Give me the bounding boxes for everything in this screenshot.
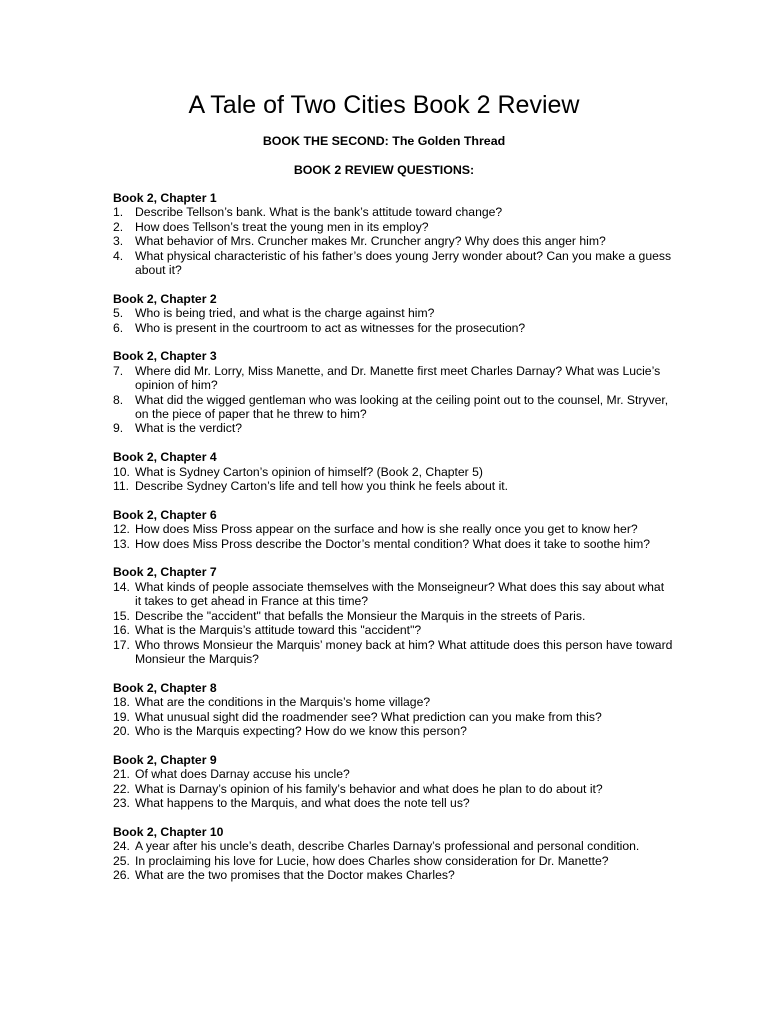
question-item bbox=[113, 249, 673, 278]
question-item bbox=[113, 839, 673, 853]
chapter-heading: Book 2, Chapter 9 bbox=[113, 752, 217, 767]
question-item bbox=[113, 205, 673, 219]
chapter-section bbox=[113, 450, 673, 493]
question-text: What is Sydney Carton’s opinion of himself? (Book 2, Chapter 5) bbox=[135, 464, 483, 479]
question-item bbox=[113, 710, 673, 724]
question-number: 20. bbox=[113, 723, 130, 738]
review-questions-heading: BOOK 2 REVIEW QUESTIONS: bbox=[293, 163, 475, 177]
question-text: Where did Mr. Lorry, Miss Manette, and Dr. Manette first meet Charles Darnay? What was Lucie’s opinion of him? bbox=[135, 363, 661, 393]
question-text: What are the conditions in the Marquis’s home village? bbox=[135, 695, 431, 710]
question-number: 25. bbox=[113, 853, 130, 868]
question-item bbox=[113, 580, 673, 609]
question-item bbox=[113, 638, 673, 667]
question-text: What is the Marquis’s attitude toward this "accident"? bbox=[135, 623, 422, 638]
question-item bbox=[113, 220, 673, 234]
question-item bbox=[113, 421, 673, 435]
question-number: 1. bbox=[113, 205, 124, 220]
question-text: What happens to the Marquis, and what does the note tell us? bbox=[135, 795, 470, 810]
question-number: 14. bbox=[113, 579, 130, 594]
chapter-heading: Book 2, Chapter 6 bbox=[113, 507, 217, 522]
question-number: 22. bbox=[113, 781, 130, 796]
question-number: 21. bbox=[113, 767, 130, 782]
question-number: 7. bbox=[113, 363, 124, 378]
question-text: How does Miss Pross appear on the surface and how is she really once you get to know her? bbox=[135, 522, 638, 537]
question-item bbox=[113, 695, 673, 709]
question-number: 12. bbox=[113, 522, 130, 537]
chapter-section bbox=[113, 825, 673, 883]
question-number: 3. bbox=[113, 234, 124, 249]
question-item bbox=[113, 522, 673, 536]
question-text: What is the verdict? bbox=[135, 421, 243, 436]
chapter-section bbox=[113, 191, 673, 277]
question-number: 10. bbox=[113, 464, 130, 479]
question-text: A year after his uncle’s death, describe Charles Darnay’s professional and personal condition. bbox=[135, 839, 640, 854]
question-item bbox=[113, 321, 673, 335]
question-number: 19. bbox=[113, 709, 130, 724]
chapter-section bbox=[113, 349, 673, 435]
question-number: 23. bbox=[113, 795, 130, 810]
question-text: Describe Sydney Carton’s life and tell how you think he feels about it. bbox=[135, 479, 509, 494]
chapter-heading: Book 2, Chapter 8 bbox=[113, 680, 217, 695]
chapter-heading: Book 2, Chapter 3 bbox=[113, 349, 217, 364]
question-item bbox=[113, 854, 673, 868]
question-number: 2. bbox=[113, 219, 124, 234]
chapter-section bbox=[113, 753, 673, 811]
question-number: 4. bbox=[113, 248, 124, 263]
question-text: What is Darnay’s opinion of his family’s behavior and what does he plan to do about it? bbox=[135, 781, 603, 796]
question-number: 11. bbox=[113, 479, 130, 494]
chapter-section bbox=[113, 565, 673, 666]
chapter-section bbox=[113, 508, 673, 551]
question-number: 26. bbox=[113, 867, 130, 882]
question-number: 15. bbox=[113, 608, 130, 623]
question-text: What are the two promises that the Doctor makes Charles? bbox=[135, 867, 455, 882]
question-number: 18. bbox=[113, 695, 130, 710]
question-text: How does Tellson’s treat the young men in its employ? bbox=[135, 219, 429, 234]
question-item bbox=[113, 623, 673, 637]
questions-content bbox=[113, 191, 673, 897]
question-text: In proclaiming his love for Lucie, how does Charles show consideration for Dr. Manette? bbox=[135, 853, 609, 868]
question-item bbox=[113, 479, 673, 493]
question-number: 13. bbox=[113, 536, 130, 551]
question-number: 5. bbox=[113, 306, 124, 321]
question-number: 24. bbox=[113, 839, 130, 854]
question-item bbox=[113, 465, 673, 479]
document-title: A Tale of Two Cities Book 2 Review bbox=[188, 91, 580, 119]
question-text: What behavior of Mrs. Cruncher makes Mr. Cruncher angry? Why does this anger him? bbox=[135, 234, 606, 249]
question-item bbox=[113, 609, 673, 623]
question-text: Who is the Marquis expecting? How do we know this person? bbox=[135, 723, 467, 738]
question-text: What kinds of people associate themselves with the Monseigneur? What does this say about what it takes to get ahead in France at this time? bbox=[135, 579, 665, 609]
question-text: Who is being tried, and what is the charge against him? bbox=[135, 306, 435, 321]
question-text: What unusual sight did the roadmender see? What prediction can you make from this? bbox=[135, 709, 602, 724]
question-item bbox=[113, 364, 673, 393]
question-number: 16. bbox=[113, 623, 130, 638]
chapter-heading: Book 2, Chapter 2 bbox=[113, 291, 217, 306]
question-item bbox=[113, 724, 673, 738]
chapter-section bbox=[113, 292, 673, 335]
question-text: How does Miss Pross describe the Doctor’s mental condition? What does it take to soothe him? bbox=[135, 536, 651, 551]
question-item bbox=[113, 782, 673, 796]
question-item bbox=[113, 234, 673, 248]
question-text: Of what does Darnay accuse his uncle? bbox=[135, 767, 350, 782]
question-item bbox=[113, 767, 673, 781]
question-number: 6. bbox=[113, 320, 124, 335]
chapter-heading: Book 2, Chapter 1 bbox=[113, 191, 217, 205]
question-text: Who throws Monsieur the Marquis’ money back at him? What attitude does this person have toward Monsieur the Marquis? bbox=[135, 637, 673, 666]
question-item bbox=[113, 868, 673, 882]
question-number: 9. bbox=[113, 421, 124, 436]
question-item bbox=[113, 393, 673, 422]
question-number: 17. bbox=[113, 637, 130, 652]
chapter-heading: Book 2, Chapter 10 bbox=[113, 824, 224, 839]
question-text: Describe Tellson’s bank. What is the bank’s attitude toward change? bbox=[135, 205, 503, 220]
chapter-heading: Book 2, Chapter 7 bbox=[113, 565, 217, 580]
question-item bbox=[113, 796, 673, 810]
question-text: Who is present in the courtroom to act as witnesses for the prosecution? bbox=[135, 320, 526, 335]
chapter-heading: Book 2, Chapter 4 bbox=[113, 450, 217, 465]
question-item bbox=[113, 306, 673, 320]
book-subtitle: BOOK THE SECOND: The Golden Thread bbox=[262, 134, 506, 148]
question-text: What did the wigged gentleman who was looking at the ceiling point out to the counsel, Mr. Stryver, on the piece of paper that he threw to him? bbox=[135, 392, 669, 422]
question-text: Describe the "accident" that befalls the Monsieur the Marquis in the streets of Paris. bbox=[135, 608, 586, 623]
chapter-section bbox=[113, 681, 673, 739]
question-number: 8. bbox=[113, 392, 124, 407]
question-item bbox=[113, 537, 673, 551]
question-text: What physical characteristic of his father’s does young Jerry wonder about? Can you make a guess about it? bbox=[135, 248, 672, 278]
